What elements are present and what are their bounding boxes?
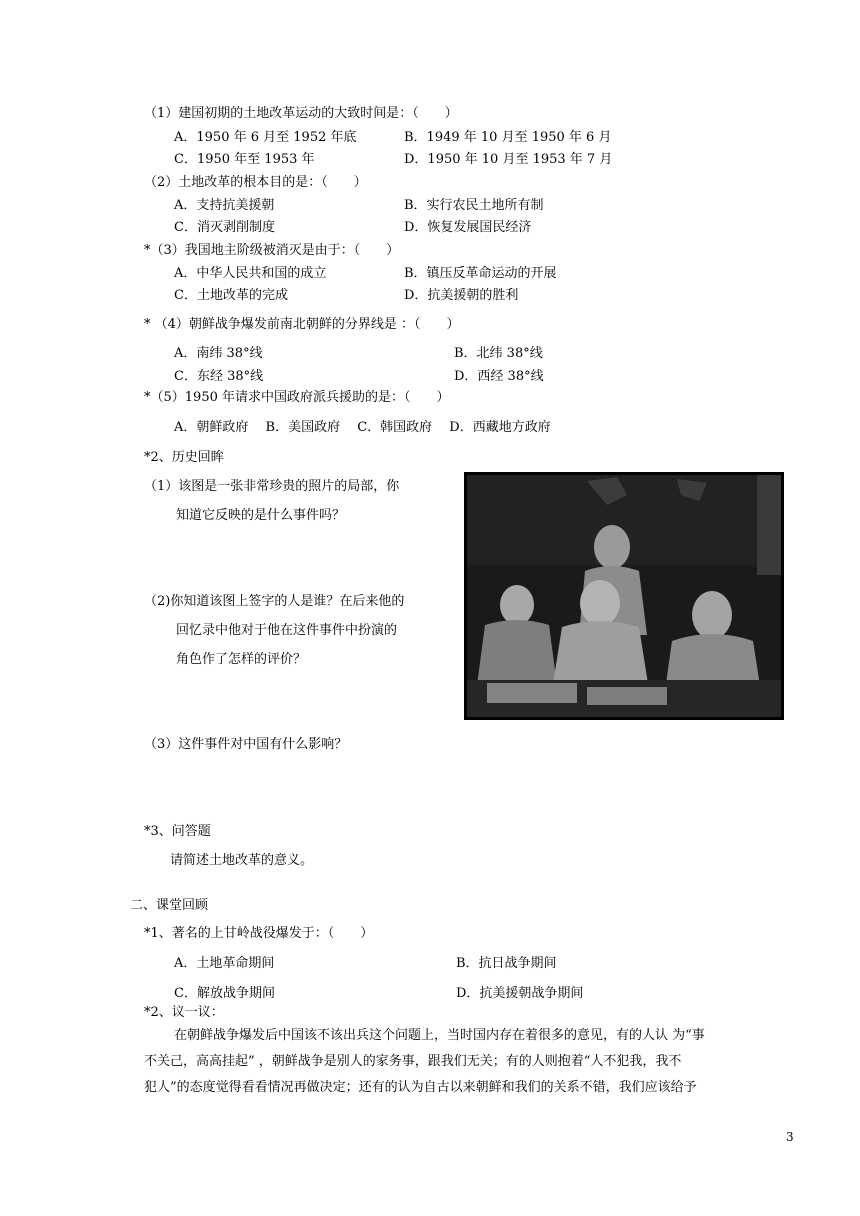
discussion-heading: *2、议一议： bbox=[144, 1005, 224, 1020]
section-2-heading: 二、课堂回顾 bbox=[130, 898, 209, 913]
option-c: C．土地改革的完成 bbox=[174, 288, 288, 303]
option-a: A．土地革命期间 bbox=[174, 956, 275, 971]
option-d: D．1950 年 10 月至 1953 年 7 月 bbox=[404, 152, 613, 167]
history-q1-line: （1）该图是一张非常珍贵的照片的局部，你 bbox=[144, 479, 400, 494]
qa-heading: *3、问答题 bbox=[144, 824, 211, 839]
option-b: B．镇压反革命运动的开展 bbox=[404, 266, 557, 281]
discussion-paragraph: 犯人”的态度觉得看看情况再做决定；还有的认为自古以来朝鲜和我们的关系不错，我们应该给予 bbox=[144, 1080, 697, 1095]
option-d: D．抗美援朝战争期间 bbox=[456, 986, 584, 1001]
review-q1-stem: *1、著名的上甘岭战役爆发于：（ ） bbox=[144, 926, 374, 941]
history-q2-line: （2)你知道该图上签字的人是谁？在后来他的 bbox=[144, 594, 405, 609]
question-2-stem: （2）土地改革的根本目的是：（ ） bbox=[144, 175, 367, 190]
option-d: D．抗美援朝的胜利 bbox=[404, 288, 519, 303]
question-5-options: A．朝鲜政府 B．美国政府 C．韩国政府 D．西藏地方政府 bbox=[174, 420, 551, 435]
option-c: C．解放战争期间 bbox=[174, 986, 275, 1001]
question-1-stem: （1）建国初期的土地改革运动的大致时间是：（ ） bbox=[144, 106, 458, 121]
option-c: C．东经 38°线 bbox=[174, 369, 264, 384]
discussion-paragraph: 不关己，高高挂起” ，朝鲜战争是别人的家务事，跟我们无关；有的人则抱着“人不犯我，我不 bbox=[144, 1054, 682, 1069]
option-b: B．北纬 38°线 bbox=[454, 346, 543, 361]
option-a: A．1950 年 6 月至 1952 年底 bbox=[174, 130, 357, 145]
question-3-stem: *（3）我国地主阶级被消灭是由于：（ ） bbox=[144, 243, 400, 258]
option-b: B．抗日战争期间 bbox=[456, 956, 557, 971]
option-d: D．恢复发展国民经济 bbox=[404, 220, 532, 235]
history-q3: （3）这件事件对中国有什么影响？ bbox=[144, 737, 348, 752]
question-4-stem: * （4）朝鲜战争爆发前南北朝鲜的分界线是 ：（ ） bbox=[144, 317, 460, 332]
qa-text: 请简述土地改革的意义。 bbox=[170, 853, 314, 868]
page-number: 3 bbox=[786, 1130, 794, 1144]
option-b: B．1949 年 10 月至 1950 年 6 月 bbox=[404, 130, 612, 145]
history-q2-line: 角色作了怎样的评价？ bbox=[176, 652, 307, 667]
option-a: A．南纬 38°线 bbox=[174, 346, 263, 361]
discussion-paragraph: 在朝鲜战争爆发后中国该不该出兵这个问题上，当时国内存在着很多的意见，有的人认 为“事 bbox=[174, 1028, 705, 1043]
historical-photo bbox=[464, 472, 784, 720]
option-a: A．支持抗美援朝 bbox=[174, 198, 275, 213]
history-q2-line: 回忆录中他对于他在这件事件中扮演的 bbox=[176, 623, 398, 638]
option-c: C．1950 年至 1953 年 bbox=[174, 152, 315, 167]
option-d: D．西经 38°线 bbox=[454, 369, 544, 384]
question-5-stem: *（5）1950 年请求中国政府派兵援助的是：（ ） bbox=[144, 390, 450, 405]
option-b: B．实行农民土地所有制 bbox=[404, 198, 544, 213]
option-c: C．消灭剥削制度 bbox=[174, 220, 275, 235]
history-review-heading: *2、历史回眸 bbox=[144, 450, 224, 465]
option-a: A．中华人民共和国的成立 bbox=[174, 266, 327, 281]
history-q1-line: 知道它反映的是什么事件吗？ bbox=[176, 508, 346, 523]
